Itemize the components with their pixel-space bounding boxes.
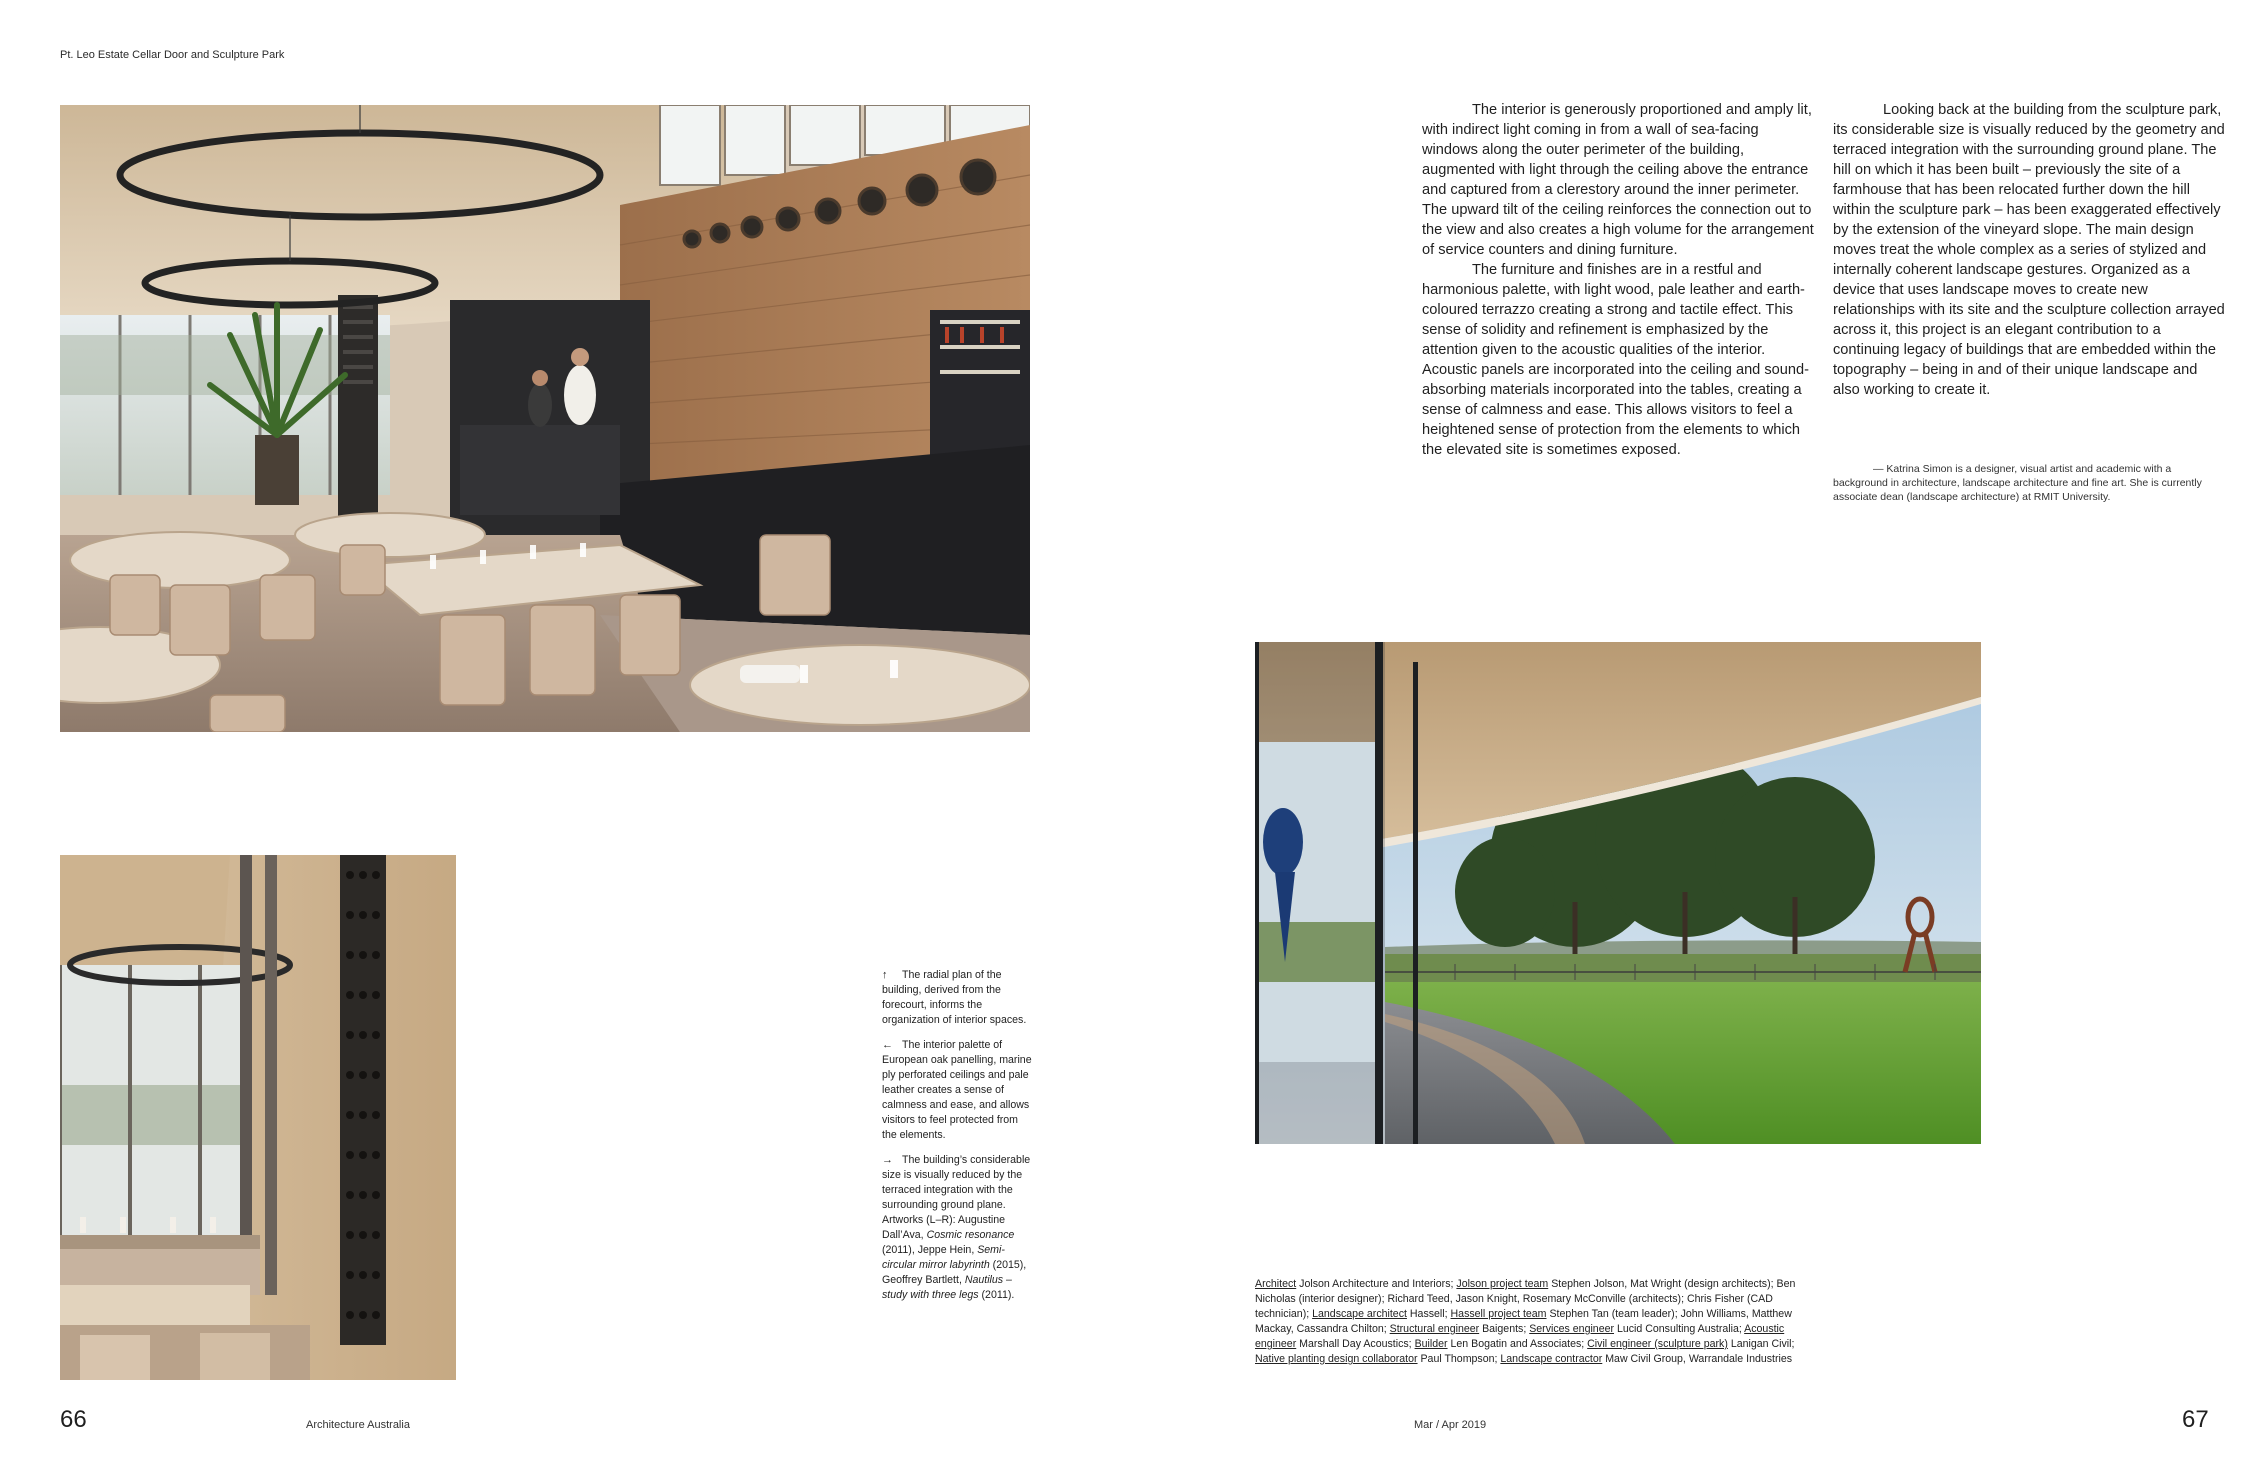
credit-text: Paul Thompson; — [1417, 1353, 1501, 1365]
running-head: Pt. Leo Estate Cellar Door and Sculpture Park — [60, 49, 285, 61]
credit-role: Hassell project team — [1450, 1308, 1547, 1320]
arrow-up-icon: ↑ — [882, 969, 888, 981]
author-byline — [1833, 462, 2205, 504]
photo-captions — [882, 968, 1034, 1313]
artwork-title: Semi-circular mirror labyrinth — [882, 1244, 1005, 1271]
credit-text: Len Bogatin and Associates; — [1447, 1338, 1588, 1350]
credit-text: Marshall Day Acoustics; — [1296, 1338, 1415, 1350]
credit-role: Landscape contractor — [1500, 1353, 1603, 1365]
credit-role: Architect — [1255, 1278, 1297, 1290]
article-paragraph: The interior is generously proportioned and amply lit, with indirect light coming in from a wall of sea-facing windows along the outer perimeter of the building, augmented with light through the ceiling above the entrance and captured from a clerestory around the inner perimeter. The upward tilt of the ceiling reinforces the connection out to the view and also creates a high volume for the arrangement of service counters and dining furniture. — [1422, 102, 1814, 258]
credit-role: Civil engineer (sculpture park) — [1587, 1338, 1728, 1350]
magazine-title: Architecture Australia — [306, 1419, 410, 1431]
page-number-left: 66 — [60, 1406, 87, 1433]
credit-text: Hassell; — [1406, 1308, 1451, 1320]
arrow-right-icon: → — [882, 1154, 893, 1166]
caption-text: The building’s considerable size is visually reduced by the terraced integration with the surrounding ground plane. Artworks (L–R): Augustine Dall’Ava, — [882, 1154, 1031, 1241]
credit-role: Jolson project team — [1456, 1278, 1549, 1290]
credit-text: Baigents; — [1479, 1323, 1530, 1335]
caption-up — [882, 968, 1034, 1028]
credit-role: Acoustic engineer — [1255, 1323, 1785, 1350]
restaurant-interior-photo — [60, 105, 1030, 732]
credit-text: Jolson Architecture and Interiors; — [1296, 1278, 1457, 1290]
sculpture-park-view-photo — [1255, 642, 1981, 1144]
credit-text: Lucid Consulting Australia; — [1614, 1323, 1745, 1335]
article-column-2 — [1833, 100, 2228, 400]
project-credits — [1255, 1277, 1825, 1367]
caption-text: (2011). — [978, 1289, 1015, 1301]
credit-role: Services engineer — [1529, 1323, 1615, 1335]
caption-text: (2011), Jeppe Hein, — [882, 1244, 978, 1256]
artwork-title: Nautilus – study with three legs — [882, 1274, 1012, 1301]
credit-role: Builder — [1414, 1338, 1448, 1350]
issue-date: Mar / Apr 2019 — [1414, 1419, 1487, 1431]
credit-role: Structural engineer — [1389, 1323, 1480, 1335]
caption-text: The radial plan of the building, derived from the forecourt, informs the organization of interior spaces. — [882, 969, 1027, 1026]
credit-role: Landscape architect — [1312, 1308, 1407, 1320]
article-column-1 — [1422, 100, 1814, 460]
arrow-left-icon: ← — [882, 1039, 893, 1051]
wine-wall-interior-photo — [60, 855, 456, 1380]
credit-text: Stephen Jolson, Mat Wright (design architects); Ben Nicholas (interior designer); Richard Teed, Jason Knight, Rosemary McConville (architects); Chris Fisher (CAD technician); — [1255, 1278, 1796, 1320]
caption-left — [882, 1038, 1034, 1143]
page-number-right: 67 — [2182, 1406, 2209, 1433]
article-paragraph: Looking back at the building from the sculpture park, its considerable size is visually reduced by the geometry and terraced integration with the surrounding ground plane. The hill on which it has been built – previously the site of a farmhouse that has been relocated further down the hill within the sculpture park – has been exaggerated effectively by the extension of the vineyard slope. The main design moves treat the whole complex as a series of stylized and internally coherent landscape gestures. Organized as a device that uses landscape moves to create new relationships with its site and the sculpture collection arrayed across it, this project is an elegant contribution to a continuing legacy of buildings that are embedded within the topography – being in and of their unique landscape and also working to create it. — [1833, 102, 2225, 398]
credit-text: Stephen Tan (team leader); John Williams, Matthew Mackay, Cassandra Chilton; — [1255, 1308, 1792, 1335]
credit-text: Maw Civil Group, Warrandale Industries — [1602, 1353, 1793, 1365]
artwork-title: Cosmic resonance — [926, 1229, 1015, 1241]
caption-right — [882, 1153, 1034, 1303]
credit-text: Lanigan Civil; — [1727, 1338, 1795, 1350]
caption-text: (2015), Geoffrey Bartlett, — [882, 1259, 1027, 1286]
credit-role: Native planting design collaborator — [1255, 1353, 1418, 1365]
caption-text: The interior palette of European oak panelling, marine ply perforated ceilings and pale leather creates a sense of calmness and ease, and allows visitors to feel protected from the elements. — [882, 1039, 1032, 1141]
article-paragraph: The furniture and finishes are in a restful and harmonious palette, with light wood, pale leather and earth-coloured terrazzo creating a strong and tactile effect. This sense of solidity and refinement is emphasized by the attention given to the acoustic qualities of the interior. Acoustic panels are incorporated into the ceiling and sound-absorbing materials incorporated into the tables, creating a sense of calmness and ease. This allows visitors to feel a heightened sense of protection from the elements to which the elevated site is sometimes exposed. — [1422, 262, 1809, 458]
byline-text: — Katrina Simon is a designer, visual artist and academic with a background in architecture, landscape architecture and fine art. She is currently associate dean (landscape architecture) at RMIT University. — [1833, 463, 2202, 503]
